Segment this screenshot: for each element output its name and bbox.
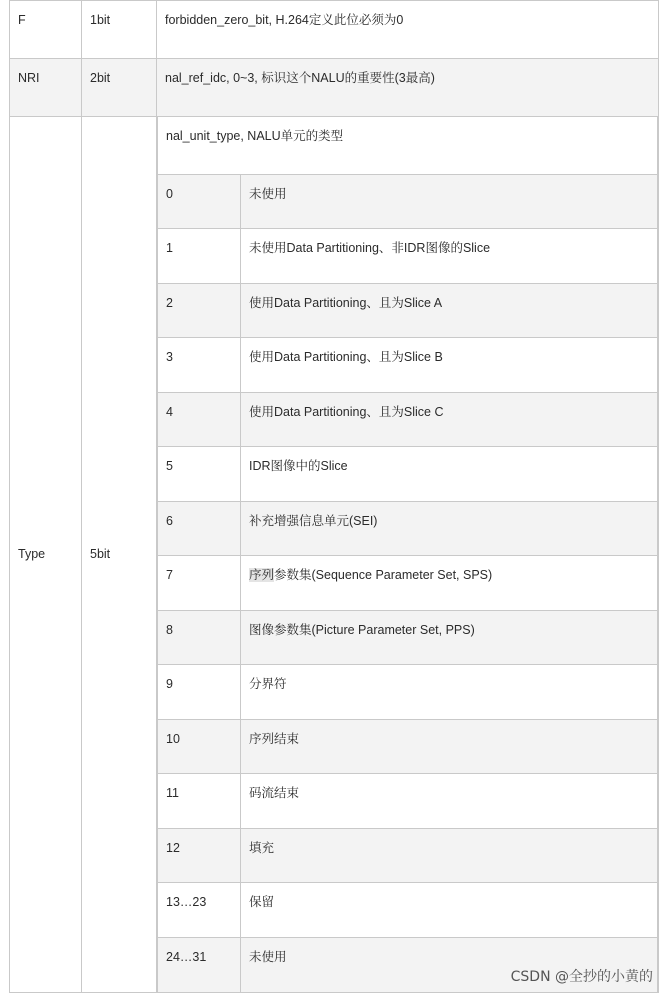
- type-meaning: 序列参数集(Sequence Parameter Set, SPS): [241, 556, 658, 611]
- selected-text-highlight: 序列: [249, 568, 275, 582]
- type-meaning: 补充增强信息单元(SEI): [241, 501, 658, 556]
- type-bits-cell: 5bit: [82, 117, 157, 993]
- desc-cell: forbidden_zero_bit, H.264定义此位必须为0: [157, 1, 659, 59]
- nalu-header-table: [9, 0, 659, 993]
- desc-cell: nal_ref_idc, 0~3, 标识这个NALU的重要性(3最高): [157, 59, 659, 117]
- type-meaning: 码流结束: [241, 774, 658, 829]
- type-meaning: 序列结束: [241, 719, 658, 774]
- type-code: 12: [158, 828, 241, 883]
- field-cell: F: [10, 1, 82, 59]
- type-code: 5: [158, 447, 241, 502]
- type-meaning: 未使用: [241, 174, 658, 229]
- type-code: 8: [158, 610, 241, 665]
- type-meaning: 填充: [241, 828, 658, 883]
- type-meaning: 使用Data Partitioning、且为Slice B: [241, 338, 658, 393]
- type-code: 24…31: [158, 937, 241, 992]
- type-code: 1: [158, 229, 241, 284]
- type-meaning: 未使用Data Partitioning、非IDR图像的Slice: [241, 229, 658, 284]
- type-code: 11: [158, 774, 241, 829]
- type-meaning: 图像参数集(Picture Parameter Set, PPS): [241, 610, 658, 665]
- type-meaning: 使用Data Partitioning、且为Slice A: [241, 283, 658, 338]
- type-desc-cell: [157, 117, 659, 993]
- type-meaning: 保留: [241, 883, 658, 938]
- bits-cell: 2bit: [82, 59, 157, 117]
- type-meaning: 分界符: [241, 665, 658, 720]
- type-code: 9: [158, 665, 241, 720]
- type-code: 3: [158, 338, 241, 393]
- type-code: 0: [158, 174, 241, 229]
- type-meaning: 使用Data Partitioning、且为Slice C: [241, 392, 658, 447]
- type-code: 4: [158, 392, 241, 447]
- type-code: 7: [158, 556, 241, 611]
- field-cell: NRI: [10, 59, 82, 117]
- bits-cell: 1bit: [82, 1, 157, 59]
- type-meaning: IDR图像中的Slice: [241, 447, 658, 502]
- type-code: 6: [158, 501, 241, 556]
- type-field-cell: Type: [10, 117, 82, 993]
- type-meaning: 未使用: [241, 937, 658, 992]
- type-code: 2: [158, 283, 241, 338]
- csdn-watermark: CSDN @全抄的小黄的: [510, 969, 653, 985]
- type-code: 10: [158, 719, 241, 774]
- nal-unit-type-header: nal_unit_type, NALU单元的类型: [158, 117, 658, 174]
- type-code: 13…23: [158, 883, 241, 938]
- nal-unit-type-table: [157, 117, 658, 992]
